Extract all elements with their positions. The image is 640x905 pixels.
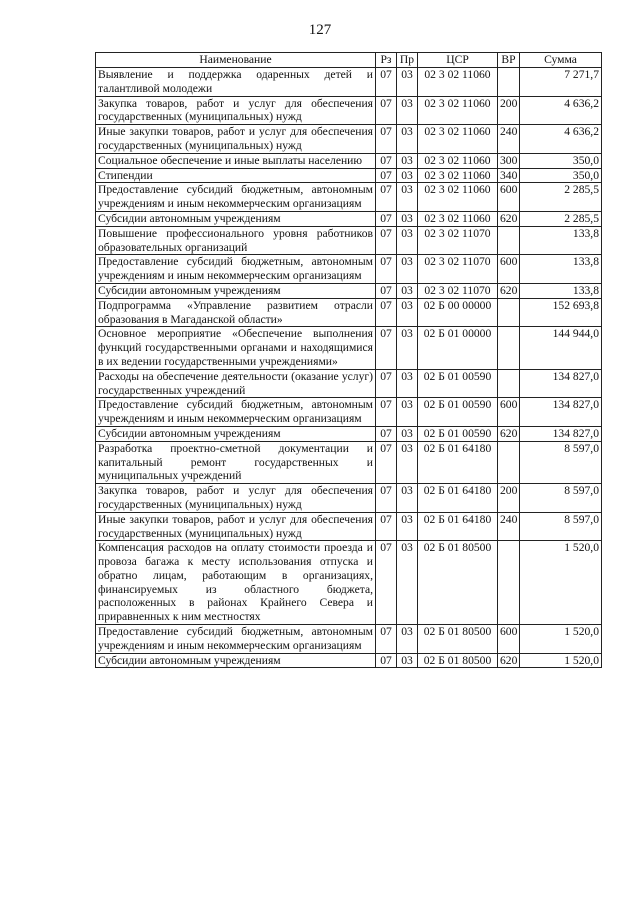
cell-sum: 7 271,7	[520, 68, 602, 97]
cell-pr: 03	[397, 426, 418, 441]
cell-name: Выявление и поддержка одаренных детей и талантливой молодежи	[96, 68, 376, 97]
table-row	[96, 298, 602, 327]
header-csr: ЦСР	[418, 53, 498, 68]
cell-name: Разработка проектно-сметной документации и капитальный ремонт государственных и муниципальных учреждений	[96, 441, 376, 483]
cell-vr	[498, 327, 520, 369]
cell-name: Закупка товаров, работ и услуг для обеспечения государственных (муниципальных) нужд	[96, 96, 376, 125]
cell-pr: 03	[397, 369, 418, 398]
cell-name: Субсидии автономным учреждениям	[96, 653, 376, 668]
cell-name: Предоставление субсидий бюджетным, автономным учреждениям и иным некоммерческим организациям	[96, 398, 376, 427]
cell-rz: 07	[376, 211, 397, 226]
cell-name: Субсидии автономным учреждениям	[96, 211, 376, 226]
cell-sum: 1 520,0	[520, 625, 602, 654]
cell-rz: 07	[376, 125, 397, 154]
cell-sum: 133,8	[520, 255, 602, 284]
table-row	[96, 183, 602, 212]
cell-pr: 03	[397, 484, 418, 513]
cell-vr	[498, 298, 520, 327]
table-row	[96, 226, 602, 255]
page-number: 127	[308, 22, 332, 38]
cell-vr: 600	[498, 625, 520, 654]
table-row	[96, 484, 602, 513]
table-row	[96, 168, 602, 183]
table-row	[96, 327, 602, 369]
table-row	[96, 283, 602, 298]
cell-csr: 02 Б 01 00590	[418, 369, 498, 398]
cell-csr: 02 Б 01 00000	[418, 327, 498, 369]
cell-csr: 02 3 02 11060	[418, 96, 498, 125]
cell-vr	[498, 441, 520, 483]
cell-csr: 02 Б 01 00590	[418, 398, 498, 427]
cell-rz: 07	[376, 298, 397, 327]
cell-csr: 02 3 02 11060	[418, 168, 498, 183]
table-row	[96, 369, 602, 398]
cell-pr: 03	[397, 255, 418, 284]
table-row	[96, 625, 602, 654]
cell-csr: 02 Б 01 64180	[418, 512, 498, 541]
cell-rz: 07	[376, 68, 397, 97]
table-row	[96, 125, 602, 154]
cell-rz: 07	[376, 153, 397, 168]
cell-sum: 134 827,0	[520, 398, 602, 427]
cell-vr: 600	[498, 255, 520, 284]
cell-pr: 03	[397, 283, 418, 298]
cell-rz: 07	[376, 398, 397, 427]
table-row	[96, 153, 602, 168]
cell-vr: 240	[498, 512, 520, 541]
cell-pr: 03	[397, 512, 418, 541]
cell-vr: 240	[498, 125, 520, 154]
cell-rz: 07	[376, 653, 397, 668]
header-name: Наименование	[96, 53, 376, 68]
cell-csr: 02 3 02 11060	[418, 211, 498, 226]
budget-table	[95, 52, 602, 668]
cell-name: Социальное обеспечение и иные выплаты населению	[96, 153, 376, 168]
cell-vr: 300	[498, 153, 520, 168]
cell-sum: 350,0	[520, 153, 602, 168]
cell-pr: 03	[397, 125, 418, 154]
cell-name: Расходы на обеспечение деятельности (оказание услуг) государственных учреждений	[96, 369, 376, 398]
cell-vr	[498, 68, 520, 97]
cell-sum: 8 597,0	[520, 512, 602, 541]
cell-csr: 02 Б 01 80500	[418, 625, 498, 654]
header-row	[96, 53, 602, 68]
cell-sum: 2 285,5	[520, 211, 602, 226]
cell-vr: 620	[498, 283, 520, 298]
cell-sum: 144 944,0	[520, 327, 602, 369]
cell-rz: 07	[376, 283, 397, 298]
cell-vr: 340	[498, 168, 520, 183]
cell-name: Основное мероприятие «Обеспечение выполнения функций государственными органами и находящимися в их ведении государственными учреждениями»	[96, 327, 376, 369]
header-vr: ВР	[498, 53, 520, 68]
cell-rz: 07	[376, 625, 397, 654]
cell-vr: 620	[498, 426, 520, 441]
cell-vr: 620	[498, 653, 520, 668]
cell-csr: 02 3 02 11060	[418, 125, 498, 154]
cell-rz: 07	[376, 226, 397, 255]
cell-csr: 02 Б 01 64180	[418, 441, 498, 483]
cell-sum: 133,8	[520, 283, 602, 298]
cell-name: Закупка товаров, работ и услуг для обеспечения государственных (муниципальных) нужд	[96, 484, 376, 513]
cell-name: Иные закупки товаров, работ и услуг для обеспечения государственных (муниципальных) нужд	[96, 512, 376, 541]
header-rz: Рз	[376, 53, 397, 68]
cell-pr: 03	[397, 398, 418, 427]
cell-vr: 200	[498, 96, 520, 125]
cell-rz: 07	[376, 96, 397, 125]
cell-vr: 200	[498, 484, 520, 513]
cell-vr	[498, 226, 520, 255]
cell-sum: 134 827,0	[520, 369, 602, 398]
cell-pr: 03	[397, 153, 418, 168]
cell-csr: 02 Б 00 00000	[418, 298, 498, 327]
cell-name: Субсидии автономным учреждениям	[96, 283, 376, 298]
cell-vr	[498, 369, 520, 398]
cell-name: Предоставление субсидий бюджетным, автономным учреждениям и иным некоммерческим организациям	[96, 625, 376, 654]
table-row	[96, 441, 602, 483]
cell-sum: 4 636,2	[520, 96, 602, 125]
cell-csr: 02 3 02 11060	[418, 153, 498, 168]
cell-csr: 02 Б 01 80500	[418, 541, 498, 625]
cell-name: Стипендии	[96, 168, 376, 183]
cell-sum: 152 693,8	[520, 298, 602, 327]
cell-rz: 07	[376, 255, 397, 284]
table-row	[96, 255, 602, 284]
cell-csr: 02 3 02 11070	[418, 255, 498, 284]
cell-rz: 07	[376, 441, 397, 483]
cell-csr: 02 3 02 11070	[418, 283, 498, 298]
cell-csr: 02 Б 01 00590	[418, 426, 498, 441]
cell-pr: 03	[397, 298, 418, 327]
table-row	[96, 541, 602, 625]
cell-sum: 134 827,0	[520, 426, 602, 441]
cell-pr: 03	[397, 327, 418, 369]
cell-pr: 03	[397, 653, 418, 668]
cell-vr: 600	[498, 183, 520, 212]
table-row	[96, 398, 602, 427]
cell-name: Подпрограмма «Управление развитием отрасли образования в Магаданской области»	[96, 298, 376, 327]
cell-vr	[498, 541, 520, 625]
cell-pr: 03	[397, 226, 418, 255]
cell-pr: 03	[397, 441, 418, 483]
cell-rz: 07	[376, 168, 397, 183]
cell-pr: 03	[397, 541, 418, 625]
cell-sum: 8 597,0	[520, 484, 602, 513]
cell-rz: 07	[376, 512, 397, 541]
cell-pr: 03	[397, 625, 418, 654]
table-row	[96, 68, 602, 97]
table-row	[96, 653, 602, 668]
cell-pr: 03	[397, 211, 418, 226]
header-pr: Пр	[397, 53, 418, 68]
cell-name: Компенсация расходов на оплату стоимости проезда и провоза багажа к месту использования отпуска и обратно лицам, работающим в организациях, финансируемых из областного бюджета, расположенных в районах Крайнего Севера и приравненных к ним местностях	[96, 541, 376, 625]
cell-sum: 1 520,0	[520, 653, 602, 668]
cell-sum: 350,0	[520, 168, 602, 183]
cell-name: Иные закупки товаров, работ и услуг для обеспечения государственных (муниципальных) нужд	[96, 125, 376, 154]
cell-rz: 07	[376, 484, 397, 513]
cell-rz: 07	[376, 327, 397, 369]
cell-rz: 07	[376, 183, 397, 212]
cell-sum: 4 636,2	[520, 125, 602, 154]
cell-name: Субсидии автономным учреждениям	[96, 426, 376, 441]
cell-pr: 03	[397, 68, 418, 97]
cell-name: Предоставление субсидий бюджетным, автономным учреждениям и иным некоммерческим организациям	[96, 255, 376, 284]
cell-csr: 02 3 02 11060	[418, 183, 498, 212]
table-row	[96, 211, 602, 226]
header-sum: Сумма	[520, 53, 602, 68]
cell-rz: 07	[376, 369, 397, 398]
cell-name: Повышение профессионального уровня работников образовательных организаций	[96, 226, 376, 255]
cell-csr: 02 Б 01 64180	[418, 484, 498, 513]
cell-sum: 8 597,0	[520, 441, 602, 483]
cell-pr: 03	[397, 96, 418, 125]
cell-csr: 02 3 02 11060	[418, 68, 498, 97]
cell-sum: 2 285,5	[520, 183, 602, 212]
cell-vr: 600	[498, 398, 520, 427]
table-row	[96, 96, 602, 125]
cell-csr: 02 Б 01 80500	[418, 653, 498, 668]
table-row	[96, 512, 602, 541]
cell-pr: 03	[397, 168, 418, 183]
cell-name: Предоставление субсидий бюджетным, автономным учреждениям и иным некоммерческим организациям	[96, 183, 376, 212]
cell-vr: 620	[498, 211, 520, 226]
cell-rz: 07	[376, 541, 397, 625]
cell-csr: 02 3 02 11070	[418, 226, 498, 255]
cell-rz: 07	[376, 426, 397, 441]
cell-sum: 1 520,0	[520, 541, 602, 625]
cell-sum: 133,8	[520, 226, 602, 255]
table-row	[96, 426, 602, 441]
cell-pr: 03	[397, 183, 418, 212]
